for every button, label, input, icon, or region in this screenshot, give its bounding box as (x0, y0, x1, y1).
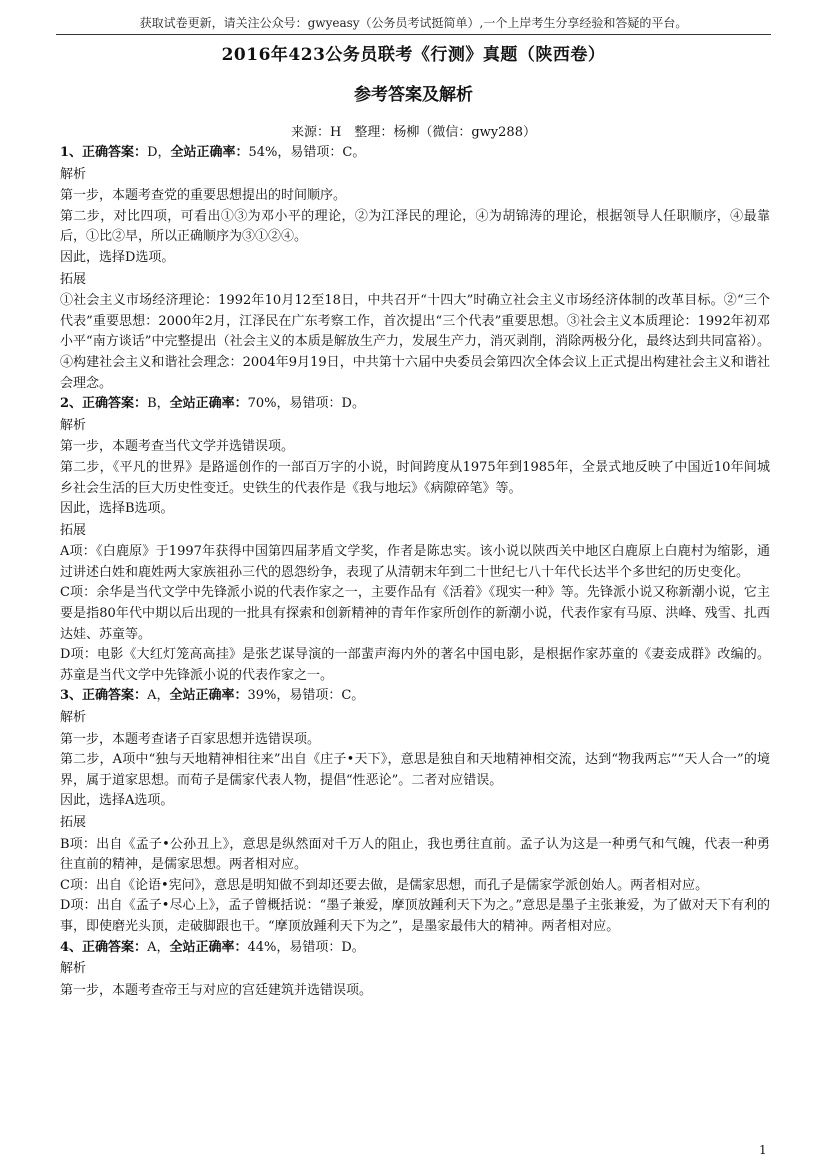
rate-value: 70%，易错项：D。 (247, 396, 365, 412)
extension-paragraph: D项：电影《大红灯笼高高挂》是张艺谋导演的一部蜚声海内外的著名中国电影，是根据作家苏童的《妻妾成群》改编的。苏童是当代文学中先锋派小说的代表作家之一。 (60, 647, 770, 683)
analysis-paragraph: 第一步，本题考查诸子百家思想并选错误项。 (60, 731, 321, 747)
analysis-paragraph: 第一步，本题考查当代文学并选错误项。 (60, 439, 295, 455)
analysis-label: 解析 (60, 417, 87, 433)
answer-label: 正确答案： (82, 145, 148, 160)
page-number: 1 (759, 1143, 767, 1157)
answer-value: B， (147, 396, 170, 412)
rate-label: 全站正确率： (169, 688, 248, 704)
rate-value: 39%，易错项：C。 (247, 688, 365, 704)
question-header (60, 143, 770, 164)
analysis-paragraph: 因此，选择D选项。 (60, 249, 175, 265)
extension-label: 拓展 (60, 271, 87, 287)
question-number: 2、 (60, 396, 83, 412)
analysis-label: 解析 (60, 710, 87, 726)
question-header (60, 686, 770, 707)
analysis-label: 解析 (60, 961, 87, 977)
analysis-paragraph: 因此，选择A选项。 (60, 793, 174, 809)
extension-paragraph: D项：出自《孟子•尽心上》，孟子曾概括说：“墨子兼爱，摩顶放踵利天下为之。”意思是墨子主张兼爱，为了做对天下有利的事，即使磨光头顶，走破脚跟也干。“摩顶放踵利天下为之”，是墨家最伟大的精神。两者相对应。 (60, 898, 770, 934)
extension-label: 拓展 (60, 522, 87, 538)
analysis-label: 解析 (60, 166, 87, 182)
analysis-paragraph: 第一步，本题考查党的重要思想提出的时间顺序。 (60, 188, 347, 204)
extension-paragraph: C项：出自《论语•宪问》，意思是明知做不到却还要去做，是儒家思想，而孔子是儒家学派创始人。两者相对应。 (60, 877, 709, 893)
analysis-paragraph: 第一步，本题考查帝王与对应的宫廷建筑并选错误项。 (60, 982, 373, 998)
extension-paragraph: ①社会主义市场经济理论：1992年10月12至18日，中共召开“十四大”时确立社会主义市场经济体制的改革目标。②“三个代表”重要思想：2000年2月，江泽民在广东考察工作，首次提出“三个代表”重要思想。③社会主义本质理论：1992年初邓小平“南方谈话”中完整提出（社会主义的本质是解放生产力，发展生产力，消灭剥削，消除两极分化，最终达到共同富裕）。④构建社会主义和谐社会理念：2004年9月19日，中共第十六届中央委员会第四次全体会议上正式提出构建社会主义和谐社会理念。 (60, 293, 770, 391)
question-number: 1、 (60, 145, 83, 160)
document-subtitle: 参考答案及解析 (354, 85, 473, 105)
header-divider (56, 34, 771, 35)
answer-value: D， (147, 145, 171, 160)
extension-label: 拓展 (60, 815, 87, 830)
rate-label: 全站正确率： (169, 939, 248, 955)
rate-value: 54%，易错项：C。 (248, 145, 366, 160)
answer-value: A， (147, 939, 170, 955)
answer-label: 正确答案： (82, 688, 148, 704)
document-title: 2016年423公务员联考《行测》真题（陕西卷） (221, 45, 606, 65)
analysis-paragraph: 因此，选择B选项。 (60, 501, 174, 517)
extension-paragraph: A项：《白鹿原》于1997年获得中国第四届茅盾文学奖，作者是陈忠实。该小说以陕西关中地区白鹿原上白鹿村为缩影，通过讲述白姓和鹿姓两大家族祖孙三代的恩怨纷争，表现了从清朝末年到二十世纪七八十年代长达半个多世纪的历史变化。 (60, 544, 770, 580)
question-number: 3、 (60, 688, 83, 704)
answer-label: 正确答案： (82, 396, 148, 412)
answer-label: 正确答案： (82, 939, 148, 955)
extension-paragraph: B项：出自《孟子•公孙丑上》，意思是纵然面对千万人的阻止，我也勇往直前。孟子认为这是一种勇气和气魄，代表一种勇往直前的精神，是儒家思想。两者相对应。 (60, 836, 770, 873)
analysis-paragraph: 第二步，A项中“独与天地精神相往来”出自《庄子•天下》，意思是独自和天地精神相交流，达到“物我两忘”“天人合一”的境界，属于道家思想。而荀子是儒家代表人物，提倡“性恶论”。二者对应错误。 (60, 752, 770, 788)
extension-paragraph: C项：余华是当代文学中先锋派小说的代表作家之一，主要作品有《活着》《现实一种》等。先锋派小说又称新潮小说，它主要是指80年代中期以后出现的一批具有探索和创新精神的青年作家所创作的新潮小说，代表作家有马原、洪峰、残雪、扎西达娃、苏童等。 (60, 585, 770, 642)
question-header (60, 938, 770, 959)
analysis-paragraph: 第二步，对比四项，可看出①③为邓小平的理论，②为江泽民的理论，④为胡锦涛的理论，根据领导人任职顺序，④最靠后，①比②早，所以正确顺序为③①②④。 (60, 208, 770, 245)
page-header-notice: 获取试卷更新，请关注公众号：gwyeasy（公务员考试挺简单）,一个上岸考生分享经验和答疑的平台。 (139, 16, 688, 30)
document-source: 来源：H 整理：杨柳（微信：gwy288） (291, 125, 536, 140)
answer-content (60, 143, 770, 1001)
answer-value: A， (147, 688, 170, 704)
rate-label: 全站正确率： (169, 396, 248, 412)
question-number: 4、 (60, 939, 83, 955)
rate-label: 全站正确率： (170, 145, 249, 160)
analysis-paragraph: 第二步，《平凡的世界》是路遥创作的一部百万字的小说，时间跨度从1975年到1985年，全景式地反映了中国近10年间城乡社会生活的巨大历史性变迁。史铁生的代表作是《我与地坛》《病隙碎笔》等。 (60, 459, 770, 496)
rate-value: 44%，易错项：D。 (247, 939, 365, 955)
question-header (60, 394, 770, 415)
